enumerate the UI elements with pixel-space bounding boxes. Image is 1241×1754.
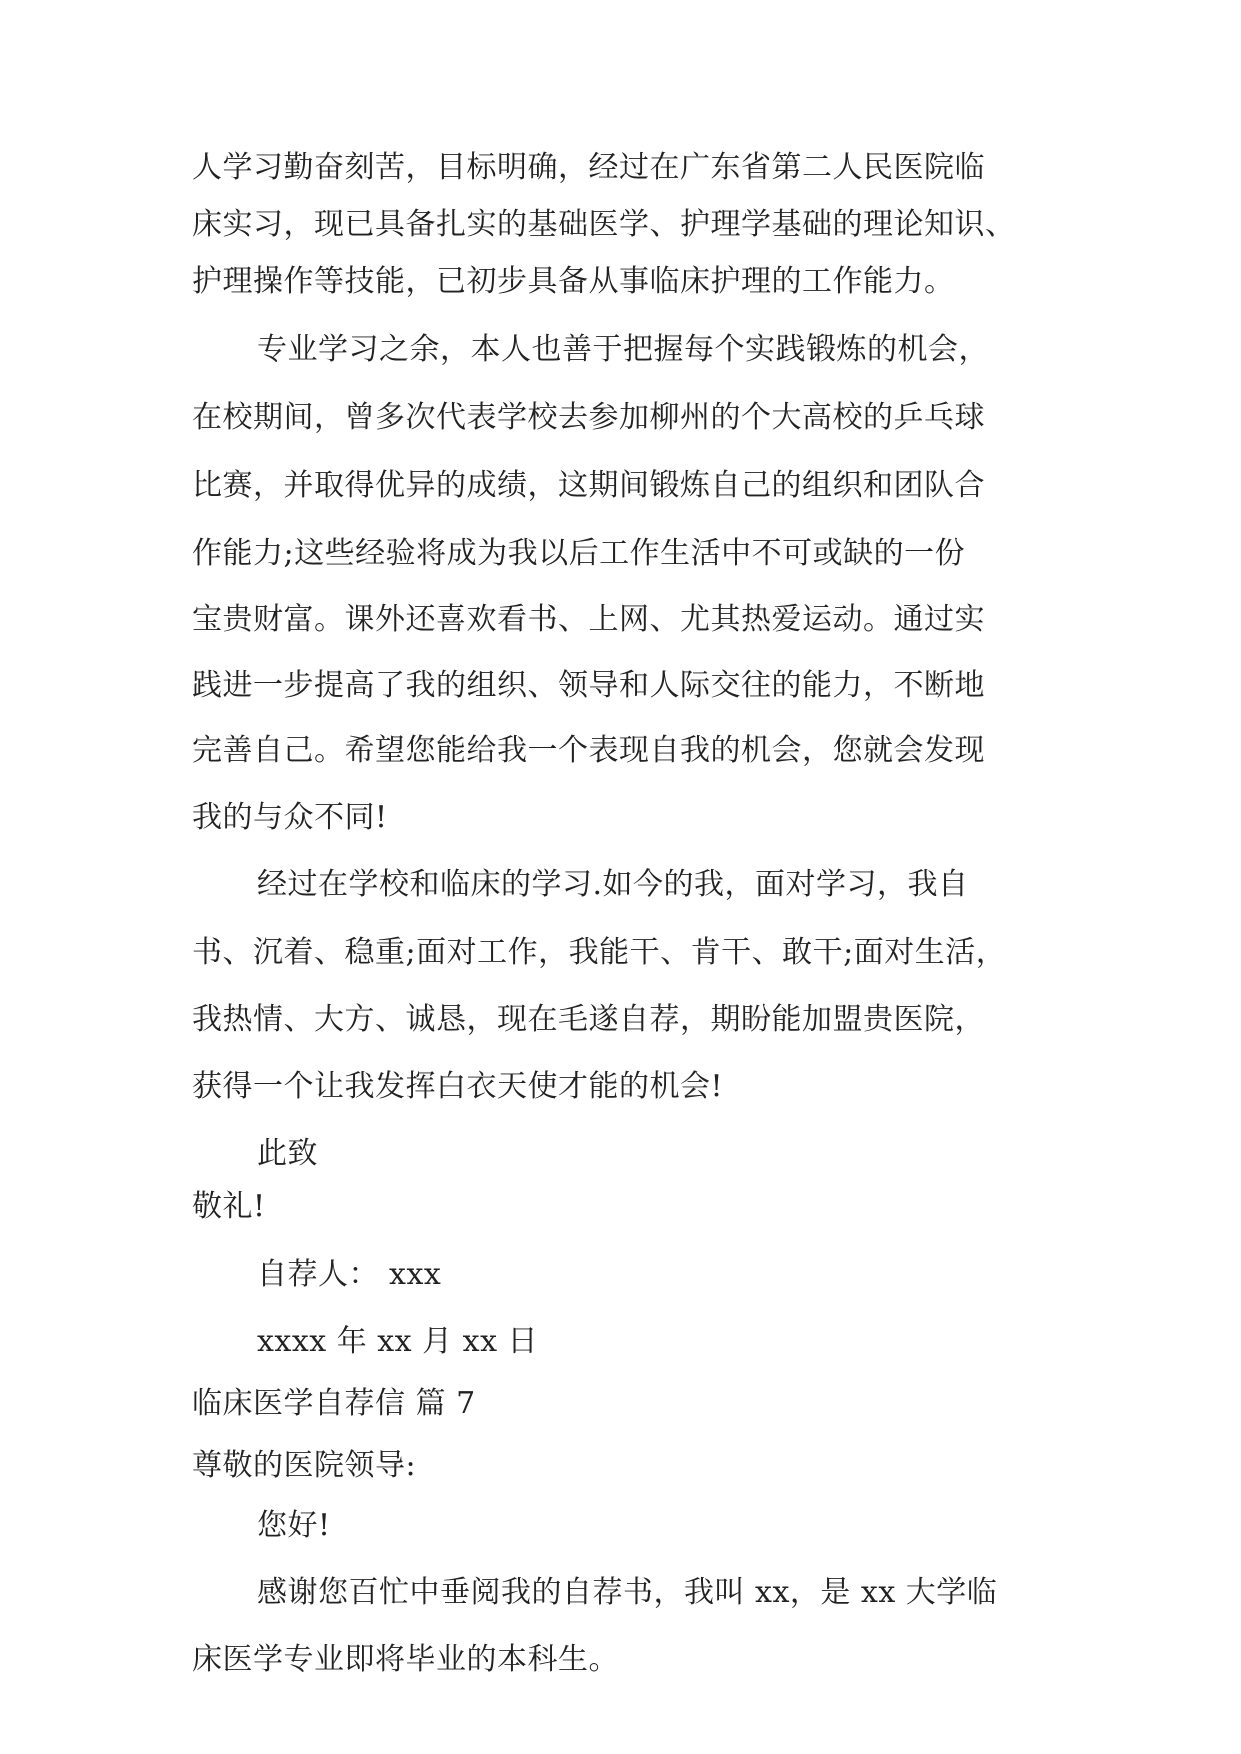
paragraph-line: 践进一步提高了我的组织、领导和人际交往的能力，不断地 bbox=[192, 668, 985, 703]
paragraph-line: 专业学习之余，本人也善于把握每个实践锻炼的机会， bbox=[257, 332, 989, 367]
date-line: xxxx 年 xx 月 xx 日 bbox=[257, 1324, 539, 1359]
paragraph-line: 我热情、大方、诚恳，现在毛遂自荐，期盼能加盟贵医院， bbox=[192, 1002, 985, 1037]
section-heading: 临床医学自荐信 篇 7 bbox=[192, 1386, 476, 1421]
greeting-line: 您好! bbox=[257, 1508, 331, 1543]
signature-line: 自荐人： xxx bbox=[257, 1257, 442, 1292]
paragraph-line: 宝贵财富。课外还喜欢看书、上网、尤其热爱运动。通过实 bbox=[192, 602, 985, 637]
paragraph-line: 获得一个让我发挥白衣天使才能的机会! bbox=[192, 1069, 724, 1104]
paragraph-line: 床实习，现已具备扎实的基础医学、护理学基础的理论知识、 bbox=[192, 207, 1016, 242]
paragraph-line: 完善自己。希望您能给我一个表现自我的机会，您就会发现 bbox=[192, 733, 985, 768]
paragraph-line: 在校期间，曾多次代表学校去参加柳州的个大高校的乒乓球 bbox=[192, 400, 985, 435]
paragraph-line: 经过在学校和临床的学习.如今的我，面对学习，我自 bbox=[257, 867, 969, 902]
paragraph-line: 护理操作等技能，已初步具备从事临床护理的工作能力。 bbox=[192, 264, 955, 299]
salutation-line: 敬礼! bbox=[192, 1189, 266, 1224]
greeting-line: 尊敬的医院领导: bbox=[192, 1448, 417, 1483]
paragraph-line: 比赛，并取得优异的成绩，这期间锻炼自己的组织和团队合 bbox=[192, 468, 985, 503]
paragraph-line: 书、沉着、稳重;面对工作，我能干、肯干、敢干;面对生活， bbox=[192, 935, 1007, 970]
paragraph-line: 我的与众不同! bbox=[192, 800, 388, 835]
paragraph-line: 感谢您百忙中垂阅我的自荐书，我叫 xx，是 xx 大学临 bbox=[257, 1575, 998, 1610]
paragraph-line: 人学习勤奋刻苦，目标明确，经过在广东省第二人民医院临 bbox=[192, 150, 985, 185]
paragraph-line: 床医学专业即将毕业的本科生。 bbox=[192, 1642, 619, 1677]
closing-line: 此致 bbox=[257, 1136, 318, 1171]
paragraph-line: 作能力;这些经验将成为我以后工作生活中不可或缺的一份 bbox=[192, 536, 966, 571]
